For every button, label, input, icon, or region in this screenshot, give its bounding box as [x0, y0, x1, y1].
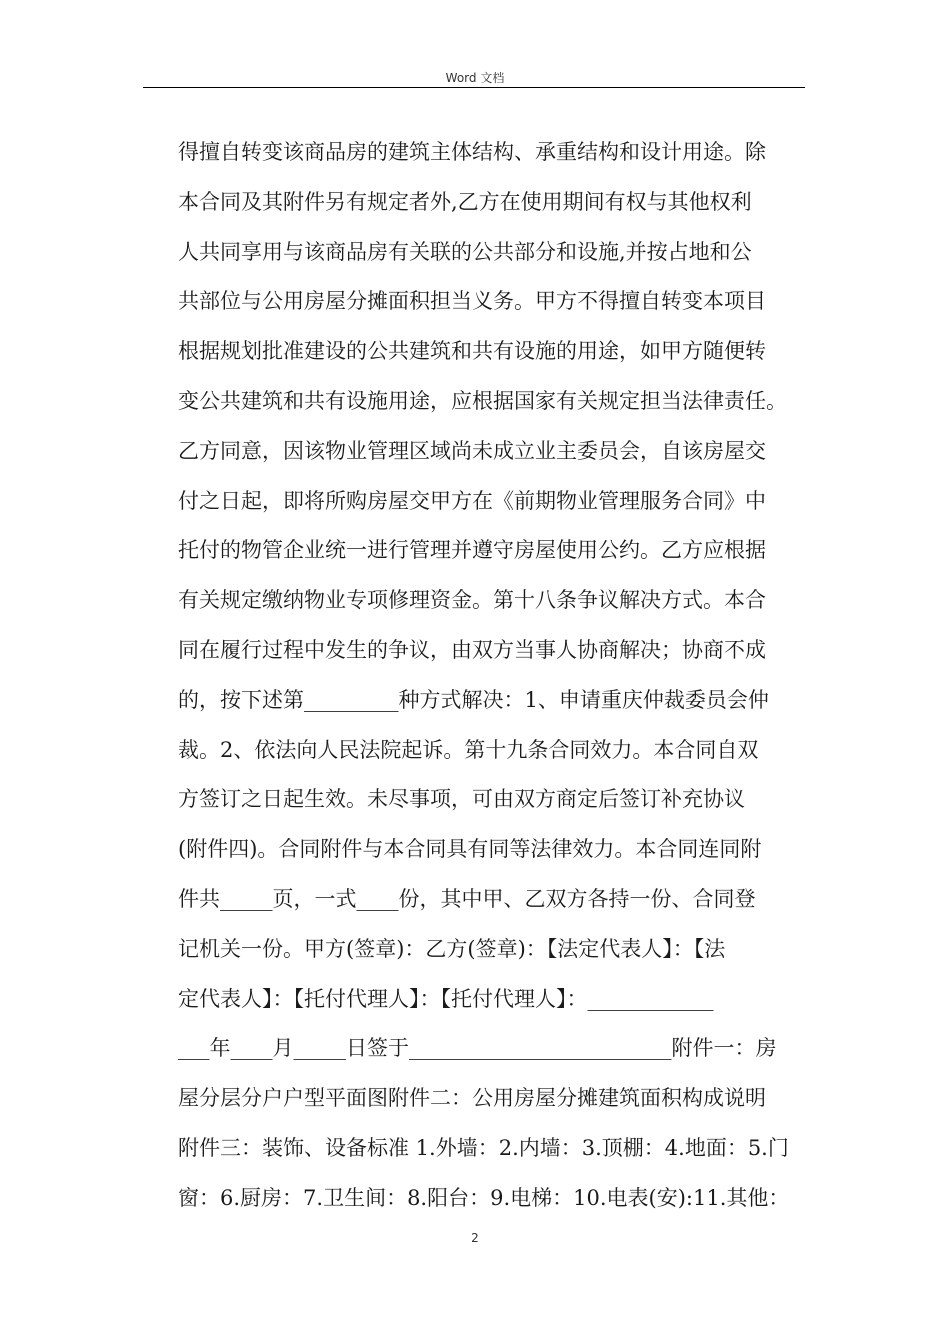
- body-line: 定代表人】：【托付代理人】：【托付代理人】：____________: [178, 986, 714, 1011]
- body-line: ___年____月_____日签于_________________________附件一：房: [178, 1036, 777, 1061]
- page-header-title: Word 文档: [445, 71, 505, 85]
- body-line: 的，按下述第_________种方式解决：1、申请重庆仲裁委员会仲: [178, 687, 769, 712]
- body-line: 人共同享用与该商品房有关联的公共部分和设施,并按占地和公: [178, 239, 752, 264]
- body-line: 付之日起，即将所购房屋交甲方在《前期物业管理服务合同》中: [178, 488, 766, 513]
- body-line: 方签订之日起生效。未尽事项，可由双方商定后签订补充协议: [178, 787, 745, 812]
- body-line: 根据规划批准建设的公共建筑和共有设施的用途，如甲方随便转: [178, 339, 766, 364]
- body-line: 附件三：装饰、设备标准 1.外墙：2.内墙：3.顶棚：4.地面：5.门: [178, 1135, 789, 1160]
- body-line: 裁。2、依法向人民法院起诉。第十九条合同效力。本合同自双: [178, 737, 759, 762]
- header-divider: [143, 87, 805, 88]
- body-line: 记机关一份。甲方(签章)：乙方(签章)：【法定代表人】：【法: [178, 936, 726, 961]
- body-line: 托付的物管企业统一进行管理并遵守房屋使用公约。乙方应根据: [178, 538, 766, 563]
- body-line: 变公共建筑和共有设施用途，应根据国家有关规定担当法律责任。: [178, 388, 787, 413]
- page-number: 2: [471, 1231, 479, 1245]
- body-line: 有关规定缴纳物业专项修理资金。第十八条争议解决方式。本合: [178, 588, 766, 613]
- body-line: 本合同及其附件另有规定者外,乙方在使用期间有权与其他权利: [178, 189, 752, 214]
- body-line: 屋分层分户户型平面图附件二：公用房屋分摊建筑面积构成说明: [178, 1086, 766, 1111]
- body-line: 件共_____页，一式____份，其中甲、乙双方各持一份、合同登: [178, 886, 756, 911]
- body-line: 窗：6.厨房：7.卫生间：8.阳台：9.电梯：10.电表(安):11.其他：: [178, 1185, 790, 1210]
- body-line: 同在履行过程中发生的争议，由双方当事人协商解决；协商不成: [178, 637, 766, 662]
- document-body: [178, 128, 818, 1224]
- body-line: (附件四)。合同附件与本合同具有同等法律效力。本合同连同附: [178, 837, 762, 862]
- body-line: 得擅自转变该商品房的建筑主体结构、承重结构和设计用途。除: [178, 140, 766, 164]
- body-line: 乙方同意，因该物业管理区域尚未成立业主委员会，自该房屋交: [178, 438, 766, 463]
- body-line: 共部位与公用房屋分摊面积担当义务。甲方不得擅自转变本项目: [178, 289, 766, 314]
